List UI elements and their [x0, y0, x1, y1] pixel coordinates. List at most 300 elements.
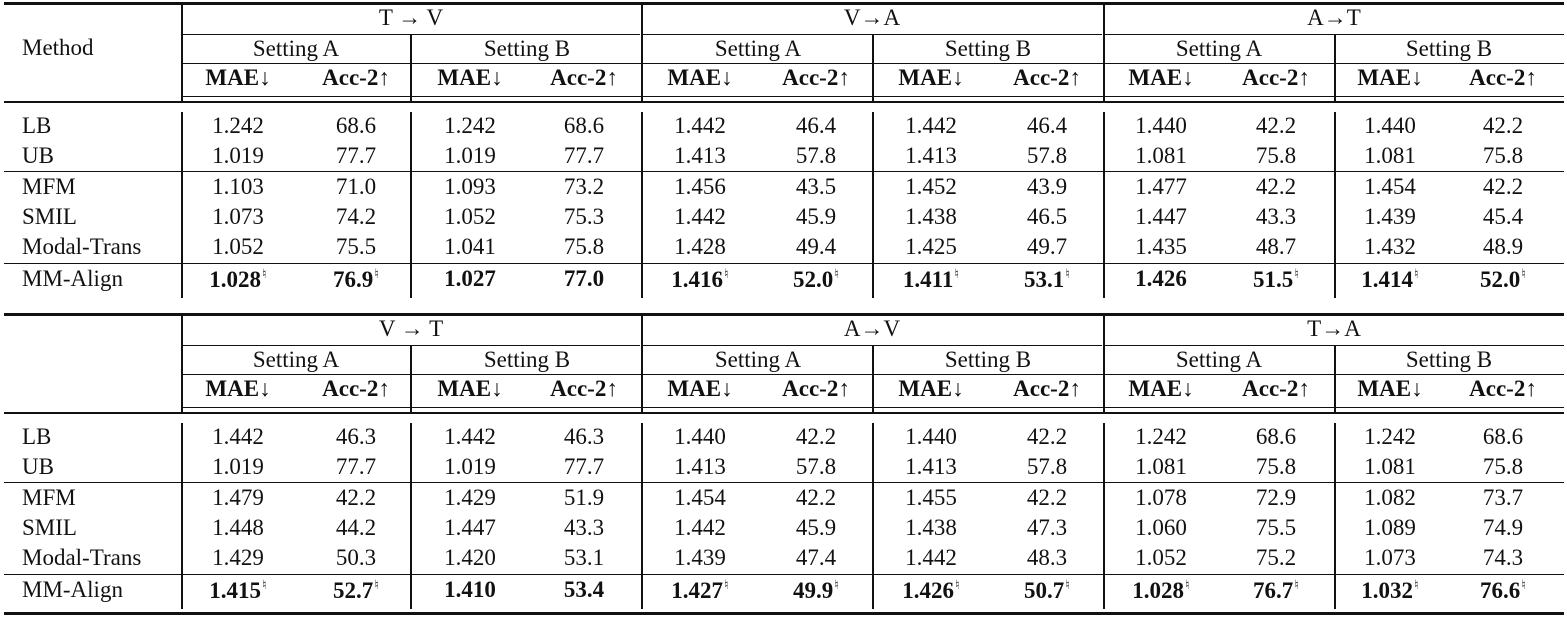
- table-cell: [564, 578, 604, 601]
- cell-value: 1.089: [1364, 515, 1416, 540]
- setting-separator: [1334, 34, 1336, 101]
- table-cell: [564, 486, 604, 509]
- column-separator: [641, 314, 643, 412]
- body-separator: [181, 423, 183, 609]
- table-cell: [1027, 546, 1067, 569]
- best-marker: ♮: [954, 266, 960, 281]
- cell-value: 57.8: [1026, 454, 1068, 479]
- cell-value: 75.8: [1482, 143, 1524, 168]
- table-cell: [333, 578, 379, 602]
- table-cell: [674, 425, 726, 448]
- table-cell: [212, 144, 264, 167]
- setting-header: Setting B: [1405, 36, 1493, 61]
- cell-value: 1.416: [671, 267, 724, 292]
- body-separator: [1334, 423, 1336, 609]
- cell-value: 46.5: [1026, 204, 1068, 229]
- table-cell: [796, 516, 836, 539]
- table-cell: [1364, 144, 1416, 167]
- table-cell: [674, 516, 726, 539]
- setting-header: Setting B: [944, 36, 1032, 61]
- table-cell: [444, 235, 496, 258]
- cell-value: 1.429: [444, 485, 496, 510]
- table-cell: [336, 546, 376, 569]
- method-name: MFM: [22, 485, 76, 510]
- cell-value: 1.028: [209, 267, 262, 292]
- cell-value: 76.7: [1253, 578, 1294, 603]
- table-cell: [1256, 175, 1296, 198]
- table-cell: [793, 267, 839, 291]
- table-cell: [1135, 486, 1187, 509]
- table-cell: [336, 486, 376, 509]
- cell-value: 1.439: [1364, 204, 1416, 229]
- cell-value: 1.028: [1132, 578, 1185, 603]
- table-cell: [1132, 578, 1189, 602]
- cell-value: 1.425: [905, 234, 957, 259]
- table-cell: [796, 144, 836, 167]
- cell-value: 1.052: [1135, 545, 1187, 570]
- cell-value: 75.8: [1255, 143, 1297, 168]
- metric-header: MAE↓: [205, 376, 271, 401]
- metric-header: MAE↓: [437, 65, 503, 90]
- cell-value: 1.242: [212, 113, 264, 138]
- metric-header: MAE↓: [1128, 65, 1194, 90]
- cell-value: 46.4: [1026, 113, 1068, 138]
- cell-value: 1.019: [444, 143, 496, 168]
- cell-value: 51.5: [1253, 267, 1294, 292]
- table-cell: [1364, 114, 1416, 137]
- table-cell: [1364, 175, 1416, 198]
- cell-value: 48.3: [1026, 545, 1068, 570]
- cell-value: 1.439: [674, 545, 726, 570]
- cell-value: 1.019: [444, 454, 496, 479]
- cell-value: 1.413: [905, 143, 957, 168]
- table-cell: [1256, 205, 1296, 228]
- table-cell: [564, 205, 604, 228]
- cell-value: 75.8: [1482, 454, 1524, 479]
- cell-value: 1.413: [674, 143, 726, 168]
- cell-value: 53.4: [563, 577, 605, 602]
- table-cell: [1364, 546, 1416, 569]
- table-cell: [674, 175, 726, 198]
- setting-separator: [410, 34, 412, 101]
- table-cell: [444, 267, 496, 290]
- table-cell: [1027, 235, 1067, 258]
- cell-value: 1.415: [209, 578, 262, 603]
- cell-value: 53.1: [1024, 267, 1065, 292]
- table-cell: [336, 425, 376, 448]
- table-cell: [336, 175, 376, 198]
- cell-value: 72.9: [1255, 485, 1297, 510]
- table-cell: [444, 578, 496, 601]
- cell-value: 1.429: [212, 545, 264, 570]
- best-marker: ♮: [262, 266, 267, 281]
- table-cell: [1135, 235, 1187, 258]
- cell-value: 1.432: [1364, 234, 1416, 259]
- body-separator: [410, 112, 412, 298]
- table-cell: [1483, 235, 1523, 258]
- cell-value: 1.242: [1364, 424, 1416, 449]
- setting-header: Setting A: [714, 36, 802, 61]
- table-cell: [1256, 235, 1296, 258]
- table-cell: [1361, 578, 1418, 602]
- table-cell: [1364, 455, 1416, 478]
- best-marker: ♮: [834, 577, 839, 592]
- cell-value: 1.081: [1364, 143, 1416, 168]
- body-separator: [410, 423, 412, 609]
- table-cell: [1483, 546, 1523, 569]
- table-cell: [796, 486, 836, 509]
- best-marker: ♮: [1414, 266, 1419, 281]
- table-cell: [905, 425, 957, 448]
- method-name: UB: [22, 143, 54, 168]
- column-separator: [181, 3, 183, 101]
- cell-value: 1.078: [1135, 485, 1187, 510]
- table-cell: [1483, 114, 1523, 137]
- table-cell: [444, 175, 496, 198]
- table-cell: [905, 455, 957, 478]
- cell-value: 1.456: [674, 174, 726, 199]
- cell-value: 77.7: [335, 143, 377, 168]
- metric-header: Acc-2↑: [1469, 65, 1537, 90]
- table-cell: [444, 114, 496, 137]
- table-cell: [209, 578, 266, 602]
- cell-value: 1.477: [1135, 174, 1187, 199]
- table-cell: [336, 114, 376, 137]
- table-cell: [1480, 578, 1526, 602]
- table-cell: [1256, 425, 1296, 448]
- method-name: LB: [22, 113, 52, 138]
- best-marker: ♮: [724, 266, 729, 281]
- column-separator: [1103, 314, 1105, 412]
- table-cell: [905, 516, 957, 539]
- table-cell: [444, 425, 496, 448]
- cell-value: 42.2: [795, 485, 837, 510]
- best-marker: ♮: [1294, 577, 1299, 592]
- table-cell: [336, 205, 376, 228]
- cell-value: 1.442: [674, 113, 726, 138]
- cell-value: 1.427: [671, 578, 724, 603]
- cell-value: 68.6: [335, 113, 377, 138]
- header-rule: [4, 412, 1564, 414]
- table-cell: [1024, 267, 1070, 291]
- table-cell: [212, 425, 264, 448]
- table-cell: [796, 235, 836, 258]
- metric-header: MAE↓: [205, 65, 271, 90]
- cell-value: 1.420: [444, 545, 496, 570]
- metric-header: MAE↓: [437, 376, 503, 401]
- table-cell: [564, 546, 604, 569]
- metric-header: MAE↓: [667, 376, 733, 401]
- metric-header: Acc-2↑: [1242, 376, 1310, 401]
- table-cell: [564, 114, 604, 137]
- cell-value: 44.2: [335, 515, 377, 540]
- table-cell: [1024, 578, 1070, 602]
- cell-value: 75.3: [563, 204, 605, 229]
- cell-value: 43.3: [563, 515, 605, 540]
- bottom-rule: [4, 612, 1564, 615]
- table-cell: [796, 114, 836, 137]
- cell-value: 1.448: [212, 515, 264, 540]
- cell-value: 47.3: [1026, 515, 1068, 540]
- cell-value: 1.442: [674, 204, 726, 229]
- table-cell: [212, 175, 264, 198]
- cell-value: 1.440: [1364, 113, 1416, 138]
- header-rule: [4, 101, 1564, 103]
- table-cell: [671, 267, 728, 291]
- table-cell: [674, 144, 726, 167]
- table-cell: [905, 175, 957, 198]
- cell-value: 57.8: [795, 143, 837, 168]
- cell-value: 74.2: [335, 204, 377, 229]
- cell-value: 68.6: [1255, 424, 1297, 449]
- table-cell: [564, 516, 604, 539]
- table-cell: [905, 235, 957, 258]
- table-cell: [564, 455, 604, 478]
- metric-header: Acc-2↑: [322, 376, 390, 401]
- cell-value: 71.0: [335, 174, 377, 199]
- cell-value: 1.413: [674, 454, 726, 479]
- table-cell: [1483, 486, 1523, 509]
- metric-header: Acc-2↑: [1242, 65, 1310, 90]
- table-cell: [1135, 267, 1187, 290]
- cell-value: 1.411: [902, 267, 954, 292]
- cell-value: 1.081: [1364, 454, 1416, 479]
- column-separator: [181, 314, 183, 412]
- cell-value: 1.454: [1364, 174, 1416, 199]
- cell-value: 1.060: [1135, 515, 1187, 540]
- table-cell: [902, 578, 959, 602]
- cell-value: 1.410: [444, 577, 496, 602]
- table-cell: [905, 205, 957, 228]
- cell-value: 68.6: [563, 113, 605, 138]
- cell-value: 43.9: [1026, 174, 1068, 199]
- setting-header: Setting A: [252, 36, 340, 61]
- cell-value: 52.0: [1480, 267, 1521, 292]
- cell-value: 74.9: [1482, 515, 1524, 540]
- cell-value: 1.426: [1135, 266, 1187, 291]
- cell-value: 1.032: [1361, 578, 1414, 603]
- cell-value: 46.3: [335, 424, 377, 449]
- table-cell: [1027, 205, 1067, 228]
- table-cell: [796, 546, 836, 569]
- method-name: MM-Align: [22, 266, 123, 291]
- table-cell: [564, 425, 604, 448]
- body-separator: [1103, 112, 1105, 298]
- cell-value: 1.442: [212, 424, 264, 449]
- table-cell: [564, 144, 604, 167]
- cell-value: 77.0: [563, 266, 605, 291]
- cell-value: 75.2: [1255, 545, 1297, 570]
- table-cell: [212, 235, 264, 258]
- cell-value: 1.479: [212, 485, 264, 510]
- metric-header: MAE↓: [898, 376, 964, 401]
- table-cell: [796, 175, 836, 198]
- cell-value: 1.447: [1135, 204, 1187, 229]
- table-cell: [1256, 455, 1296, 478]
- cell-value: 1.242: [1135, 424, 1187, 449]
- table-cell: [212, 516, 264, 539]
- method-name: MFM: [22, 174, 76, 199]
- cell-value: 1.442: [905, 113, 957, 138]
- method-name: SMIL: [22, 204, 77, 229]
- cell-value: 42.2: [1482, 113, 1524, 138]
- table-cell: [1256, 486, 1296, 509]
- table-cell: [674, 486, 726, 509]
- table-cell: [1256, 114, 1296, 137]
- table-cell: [209, 267, 266, 291]
- table-cell: [444, 205, 496, 228]
- setting-separator: [872, 345, 874, 412]
- cell-value: 45.4: [1482, 204, 1524, 229]
- method-name: Modal-Trans: [22, 545, 142, 570]
- table-cell: [1135, 546, 1187, 569]
- cell-value: 1.413: [905, 454, 957, 479]
- best-marker: ♮: [1294, 266, 1299, 281]
- cell-value: 1.440: [905, 424, 957, 449]
- cell-value: 1.019: [212, 454, 264, 479]
- table-cell: [1135, 516, 1187, 539]
- cell-value: 47.4: [795, 545, 837, 570]
- table-cell: [1483, 205, 1523, 228]
- cell-value: 42.2: [1026, 424, 1068, 449]
- metric-header: Acc-2↑: [782, 65, 850, 90]
- cell-value: 77.7: [563, 454, 605, 479]
- table-cell: [564, 175, 604, 198]
- table-cell: [793, 578, 839, 602]
- method-header: Method: [22, 35, 94, 60]
- cell-value: 1.073: [212, 204, 264, 229]
- cell-value: 1.242: [444, 113, 496, 138]
- setting-header: Setting B: [1405, 347, 1493, 372]
- cell-value: 1.081: [1135, 143, 1187, 168]
- setting-header: Setting A: [1175, 347, 1263, 372]
- body-separator: [872, 112, 874, 298]
- table-cell: [212, 455, 264, 478]
- table-cell: [905, 114, 957, 137]
- body-separator: [641, 423, 643, 609]
- group-rule: [4, 171, 1564, 172]
- table-cell: [1135, 425, 1187, 448]
- cell-value: 1.081: [1135, 454, 1187, 479]
- table-cell: [212, 546, 264, 569]
- best-marker: ♮: [955, 577, 960, 592]
- table-cell: [674, 235, 726, 258]
- method-name: LB: [22, 424, 52, 449]
- table-cell: [212, 205, 264, 228]
- metric-header: Acc-2↑: [1013, 65, 1081, 90]
- cell-value: 46.4: [795, 113, 837, 138]
- table-cell: [1483, 175, 1523, 198]
- method-name: SMIL: [22, 515, 77, 540]
- setting-header: Setting B: [483, 36, 571, 61]
- method-name: Modal-Trans: [22, 234, 142, 259]
- cell-value: 77.7: [335, 454, 377, 479]
- cell-value: 1.440: [674, 424, 726, 449]
- cell-value: 74.3: [1482, 545, 1524, 570]
- cell-value: 49.4: [795, 234, 837, 259]
- table-cell: [564, 267, 604, 290]
- table-cell: [1483, 425, 1523, 448]
- cell-value: 57.8: [1026, 143, 1068, 168]
- setting-header: Setting A: [252, 347, 340, 372]
- best-marker: ♮: [1521, 577, 1526, 592]
- best-marker: ♮: [374, 577, 379, 592]
- table-cell: [1364, 235, 1416, 258]
- metric-header: Acc-2↑: [782, 376, 850, 401]
- cell-value: 43.3: [1255, 204, 1297, 229]
- table-cell: [1364, 425, 1416, 448]
- cell-value: 77.7: [563, 143, 605, 168]
- cell-value: 76.6: [1480, 578, 1521, 603]
- table-cell: [1135, 144, 1187, 167]
- table-cell: [1135, 175, 1187, 198]
- cell-value: 1.052: [444, 204, 496, 229]
- cell-value: 1.455: [905, 485, 957, 510]
- cell-value: 43.5: [795, 174, 837, 199]
- setting-separator: [872, 34, 874, 101]
- table-cell: [1364, 516, 1416, 539]
- metric-header: Acc-2↑: [550, 376, 618, 401]
- cell-value: 1.452: [905, 174, 957, 199]
- cell-value: 48.7: [1255, 234, 1297, 259]
- table-cell: [1027, 516, 1067, 539]
- best-marker: ♮: [1414, 577, 1419, 592]
- cell-value: 49.7: [1026, 234, 1068, 259]
- cell-value: 1.052: [212, 234, 264, 259]
- cell-value: 42.2: [335, 485, 377, 510]
- best-marker: ♮: [834, 266, 839, 281]
- cell-value: 75.5: [335, 234, 377, 259]
- cell-value: 52.7: [333, 578, 374, 603]
- direction-header: T→A: [1307, 316, 1361, 341]
- table-cell: [336, 235, 376, 258]
- table-cell: [444, 144, 496, 167]
- body-separator: [1334, 112, 1336, 298]
- table-cell: [444, 455, 496, 478]
- best-marker: ♮: [1185, 577, 1190, 592]
- table-cell: [674, 205, 726, 228]
- cell-value: 75.8: [563, 234, 605, 259]
- table-cell: [444, 546, 496, 569]
- direction-header: A→T: [1307, 5, 1361, 30]
- group-rule: [4, 574, 1564, 575]
- table-cell: [674, 455, 726, 478]
- cell-value: 45.9: [795, 204, 837, 229]
- cell-value: 1.426: [902, 578, 955, 603]
- table-cell: [1256, 546, 1296, 569]
- best-marker: ♮: [1065, 577, 1070, 592]
- cell-value: 42.2: [1026, 485, 1068, 510]
- cell-value: 53.1: [563, 545, 605, 570]
- setting-separator: [410, 345, 412, 412]
- cell-value: 75.8: [1255, 454, 1297, 479]
- cell-value: 48.9: [1482, 234, 1524, 259]
- metric-header: MAE↓: [667, 65, 733, 90]
- table-cell: [212, 114, 264, 137]
- table-cell: [336, 455, 376, 478]
- best-marker: ♮: [1521, 266, 1526, 281]
- best-marker: ♮: [1065, 266, 1070, 281]
- metric-header: MAE↓: [898, 65, 964, 90]
- cell-value: 1.442: [674, 515, 726, 540]
- table-cell: [1135, 205, 1187, 228]
- cell-value: 42.2: [1255, 174, 1297, 199]
- cell-value: 68.6: [1482, 424, 1524, 449]
- table-cell: [1027, 455, 1067, 478]
- body-separator: [1103, 423, 1105, 609]
- setting-header: Setting B: [944, 347, 1032, 372]
- table-cell: [1027, 175, 1067, 198]
